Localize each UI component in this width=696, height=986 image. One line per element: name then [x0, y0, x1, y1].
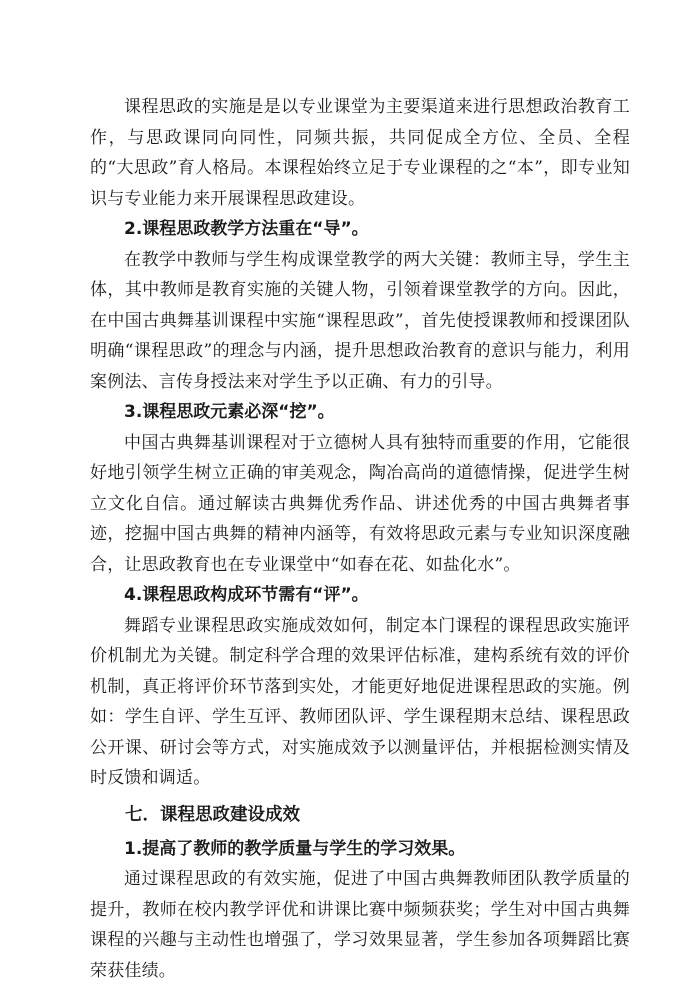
paragraph-evaluation: 舞蹈专业课程思政实施成效如何，制定本门课程的课程思政实施评价机制尤为关键。制定科学合理的效果评估标准，建构系统有效的评价机制，真正将评价环节落到实处，才能更好地促进课程思政的实施。例如：学生自评、学生互评、教师团队评、学生课程期末总结、课程思政公开课、研讨会等方式，对实施成效予以测量评估，并根据检测实情及时反馈和调适。 — [90, 615, 630, 788]
paragraph-intro: 课程思政的实施是是以专业课堂为主要渠道来进行思想政治教育工作，与思政课同向同性，同频共振，共同促成全方位、全员、全程的“大思政”育人格局。本课程始终立足于专业课程的之“本”，即专业知识与专业能力来开展课程思政建设。 — [90, 97, 630, 209]
paragraph-elements: 中国古典舞基训课程对于立德树人具有独特而重要的作用，它能很好地引领学生树立正确的审美观念，陶冶高尚的道德情操，促进学生树立文化自信。通过解读古典舞优秀作品、讲述优秀的中国古典舞者事迹，挖掘中国古典舞的精神内涵等，有效将思政元素与专业知识深度融合，让思政教育也在专业课堂中“如春在花、如盐化水”。 — [90, 432, 630, 575]
heading-results: 1.提高了教师的教学质量与学生的学习效果。 — [124, 838, 466, 859]
paragraph-teaching-method: 在教学中教师与学生构成课堂教学的两大关键：教师主导，学生主体，其中教师是教育实施的关键人物，引领着课堂教学的方向。因此，在中国古典舞基训课程中实施“课程思政”，首先使授课教师和授课团队明确“课程思政”的理念与内涵，提升思想政治教育的意识与能力，利用案例法、言传身授法来对学生予以正确、有力的引导。 — [90, 249, 630, 392]
heading-evaluation: 4.课程思政构成环节需有“评”。 — [124, 585, 369, 605]
section-title: 七．课程思政建设成效 — [125, 804, 300, 825]
paragraph-results: 通过课程思政的有效实施，促进了中国古典舞教师团队教学质量的提升，教师在校内教学评优和讲课比赛中频频获奖；学生对中国古典舞课程的兴趣与主动性也增强了，学习效果显著，学生参加各项舞蹈比赛荣获佳绩。 — [90, 869, 630, 981]
heading-teaching-method: 2.课程思政教学方法重在“导”。 — [124, 219, 369, 239]
heading-elements: 3.课程思政元素必深“挖”。 — [124, 402, 335, 422]
document-page — [90, 92, 630, 986]
